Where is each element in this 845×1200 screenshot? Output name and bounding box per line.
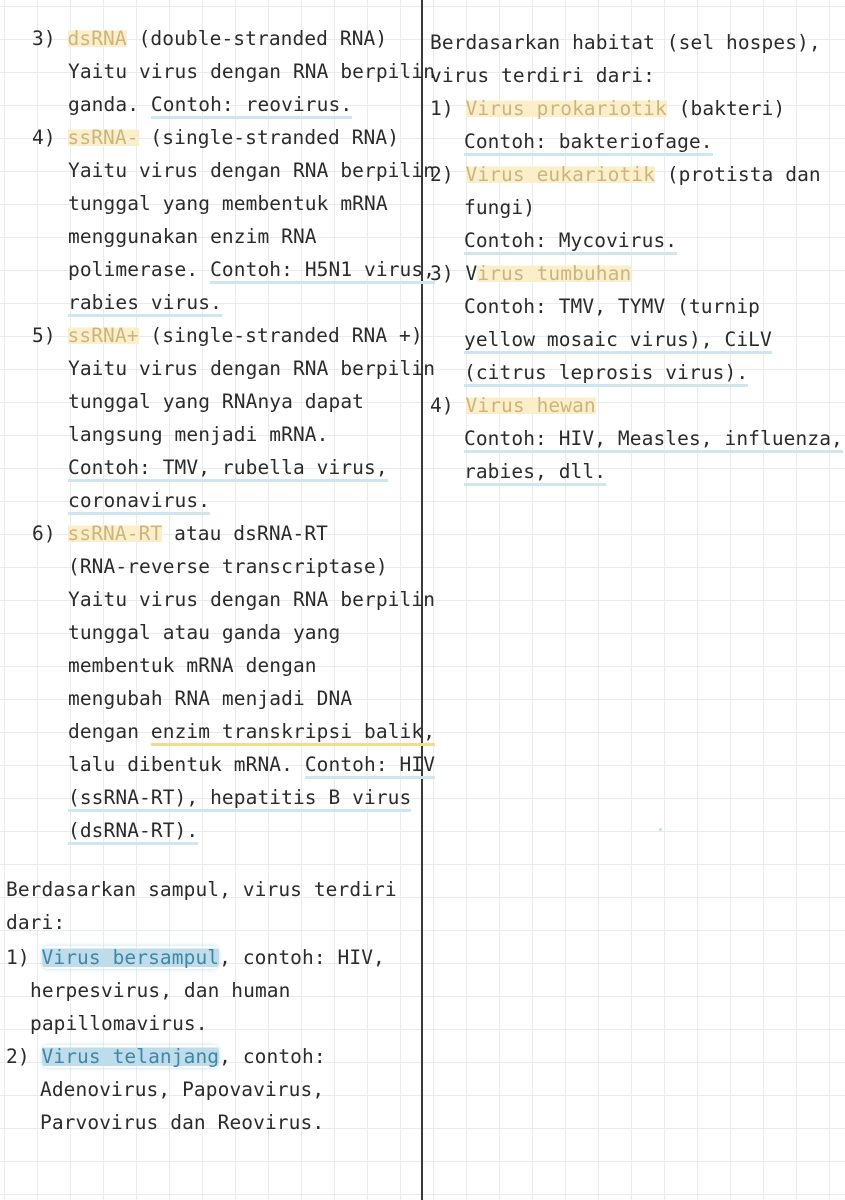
highlighted-term: Virus telanjang xyxy=(41,1045,220,1068)
text-line xyxy=(68,620,340,646)
text-line xyxy=(68,92,352,118)
text: tunggal yang RNAnya dapat xyxy=(68,390,364,413)
list-item-heading xyxy=(6,1044,326,1070)
highlighted-term: ssRNA- xyxy=(67,126,139,149)
example-text: coronavirus. xyxy=(68,489,210,515)
section-heading xyxy=(6,910,65,936)
example-text: rabies virus. xyxy=(68,291,222,317)
text-line xyxy=(464,426,843,452)
text: Yaitu virus dengan RNA berpilin xyxy=(68,159,436,182)
text-line xyxy=(68,356,435,382)
text: polimerase. xyxy=(68,258,211,281)
item-number: 1) xyxy=(6,946,30,969)
ink-dot xyxy=(659,828,662,831)
section-heading xyxy=(430,30,821,56)
text-line xyxy=(30,1011,208,1037)
item-number: 4) xyxy=(430,394,454,417)
heading-text: Berdasarkan sampul, virus terdiri xyxy=(6,878,397,901)
text-line xyxy=(464,195,535,221)
text: Parvovirus dan Reovirus. xyxy=(40,1111,325,1134)
text: (RNA-reverse transcriptase) xyxy=(68,555,388,578)
text: tunggal atau ganda yang xyxy=(68,621,341,644)
section-heading xyxy=(6,877,397,903)
list-item-heading xyxy=(32,521,328,547)
highlighted-term: Virus hewan xyxy=(465,394,596,417)
text: papillomavirus. xyxy=(30,1012,208,1035)
text-line xyxy=(68,653,317,679)
example-text: Contoh: reovirus. xyxy=(151,93,352,119)
text-line xyxy=(68,719,435,745)
text-line xyxy=(68,257,435,283)
text: lalu dibentuk mRNA. xyxy=(68,753,305,776)
text: langsung menjadi mRNA. xyxy=(68,423,329,446)
term-description: (protista dan xyxy=(654,163,821,186)
example-text: yellow mosaic virus), CiLV xyxy=(464,328,772,354)
item-number: 1) xyxy=(430,97,454,120)
list-item-heading xyxy=(6,945,385,971)
text-line xyxy=(68,389,364,415)
highlighted-term: Virus eukariotik xyxy=(465,163,655,186)
list-item-heading xyxy=(430,261,631,287)
text-line xyxy=(68,818,198,844)
text: fungi) xyxy=(464,196,536,219)
example-text: (citrus leprosis virus). xyxy=(464,361,748,387)
list-item-heading xyxy=(430,393,596,419)
text-line xyxy=(464,129,713,155)
section-heading xyxy=(430,63,655,89)
text: ganda. xyxy=(68,93,151,116)
text: Yaitu virus dengan RNA berpilin xyxy=(68,588,436,611)
item-number: 5) xyxy=(32,324,56,347)
text-line xyxy=(40,1077,324,1103)
text: Contoh: TMV, TYMV (turnip xyxy=(464,295,760,318)
list-item-heading xyxy=(430,162,821,188)
text-line xyxy=(68,587,435,613)
item-number: 2) xyxy=(430,163,454,186)
list-item-heading xyxy=(32,323,423,349)
term-description: (single-stranded RNA) xyxy=(138,126,400,149)
term-description: atau dsRNA-RT xyxy=(162,522,329,545)
text: herpesvirus, dan human xyxy=(30,979,291,1002)
text-line xyxy=(464,327,772,353)
text-line xyxy=(68,290,222,316)
heading-text: dari: xyxy=(6,911,66,934)
highlighted-term: Virus prokariotik xyxy=(465,97,667,120)
highlighted-term: irus tumbuhan xyxy=(477,262,632,285)
list-item-heading xyxy=(32,26,387,52)
example-text: Contoh: TMV, rubella virus, xyxy=(68,456,388,482)
highlighted-term: Virus bersampul xyxy=(41,946,220,969)
list-item-heading xyxy=(32,125,399,151)
item-number: 4) xyxy=(32,126,56,149)
text-line xyxy=(30,978,290,1004)
text: Yaitu virus dengan RNA berpilin xyxy=(68,60,436,83)
example-text: rabies, dll. xyxy=(464,460,606,486)
text-line xyxy=(68,686,352,712)
text-line xyxy=(68,752,435,778)
example-text: Contoh: HIV, Measles, influenza, xyxy=(464,427,843,453)
text-line xyxy=(68,224,317,250)
text-line xyxy=(464,228,677,254)
text-line xyxy=(40,1110,324,1136)
term-description: (double-stranded RNA) xyxy=(126,27,388,50)
highlighted-term: ssRNA-RT xyxy=(67,522,163,545)
text-line xyxy=(68,455,388,481)
item-number: 3) xyxy=(430,262,454,285)
term-prefix: V xyxy=(465,262,478,285)
highlighted-term: ssRNA+ xyxy=(67,324,139,347)
example-text: Contoh: HIV xyxy=(305,753,435,779)
text: dengan xyxy=(68,720,151,743)
text: menggunakan enzim RNA xyxy=(68,225,317,248)
text: Adenovirus, Papovavirus, xyxy=(40,1078,325,1101)
heading-text: virus terdiri dari: xyxy=(430,64,655,87)
example-text: (dsRNA-RT). xyxy=(68,819,198,845)
item-number: 6) xyxy=(32,522,56,545)
heading-text: Berdasarkan habitat (sel hospes), xyxy=(430,31,821,54)
list-item-heading xyxy=(430,96,785,122)
text-line xyxy=(464,459,606,485)
term-description: , contoh: HIV, xyxy=(219,946,385,969)
text: membentuk mRNA dengan xyxy=(68,654,317,677)
text: mengubah RNA menjadi DNA xyxy=(68,687,353,710)
example-text: Contoh: bakteriofage. xyxy=(464,130,713,156)
text-line xyxy=(464,294,760,320)
text-line xyxy=(68,554,388,580)
example-text: (ssRNA-RT), hepatitis B virus xyxy=(68,786,411,812)
term-description: , contoh: xyxy=(219,1045,326,1068)
term-description: (bakteri) xyxy=(666,97,786,120)
text: Yaitu virus dengan RNA berpilin xyxy=(68,357,436,380)
text-line xyxy=(68,191,388,217)
item-number: 2) xyxy=(6,1045,30,1068)
key-phrase: enzim transkripsi balik, xyxy=(151,720,435,746)
item-number: 3) xyxy=(32,27,56,50)
text-line xyxy=(464,360,748,386)
term-description: (single-stranded RNA +) xyxy=(138,324,423,347)
highlighted-term: dsRNA xyxy=(67,27,127,50)
text-line xyxy=(68,59,435,85)
text: tunggal yang membentuk mRNA xyxy=(68,192,388,215)
text-line xyxy=(68,488,210,514)
text-line xyxy=(68,422,328,448)
text-line xyxy=(68,158,435,184)
text-line xyxy=(68,785,411,811)
example-text: Contoh: Mycovirus. xyxy=(464,229,677,255)
example-text: Contoh: H5N1 virus, xyxy=(210,258,435,284)
